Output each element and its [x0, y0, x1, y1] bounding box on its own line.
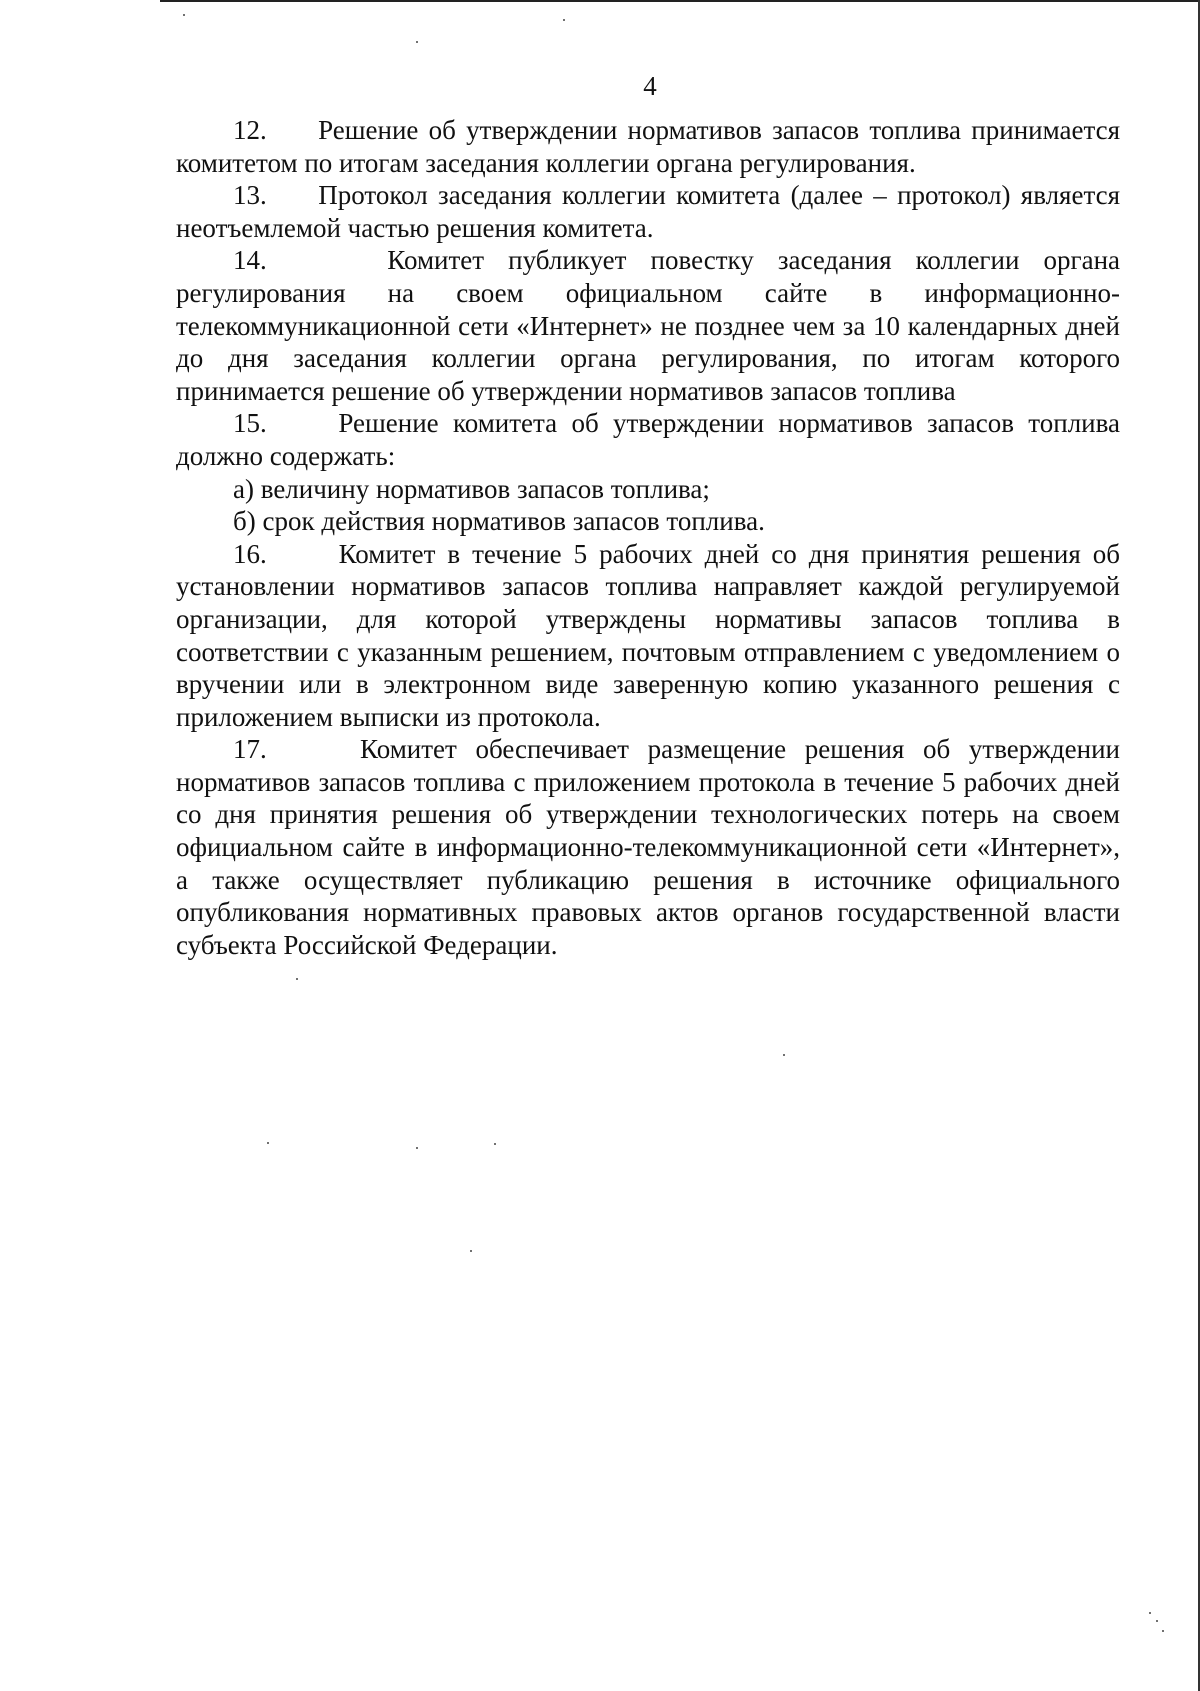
scan-speck: [416, 1147, 418, 1149]
scan-speck: [563, 19, 565, 21]
paragraph-17: 17. Комитет обеспечивает размещение решения об утверждении нормативов запасов топлива с приложением протокола в течение 5 рабочих дней со дня принятия решения об утверждении технологических потерь на своем официальном сайте в информационно-телекоммуникационной сети «Интернет», а также осуществляет публикацию решения в источнике официального опубликования нормативных правовых актов органов государственной власти субъекта Российской Федерации.: [176, 734, 1120, 960]
scan-edge-top: [160, 0, 1200, 2]
scan-speck: [267, 1142, 269, 1144]
paragraph-15: 15. Решение комитета об утверждении нормативов запасов топлива должно содержать:: [176, 408, 1120, 471]
document-body: [176, 114, 1120, 961]
paragraph-13: 13. Протокол заседания коллегии комитета (далее – протокол) является неотъемлемой частью решения комитета.: [176, 180, 1120, 243]
scan-speck: [1162, 1630, 1164, 1632]
scan-speck: [1149, 1612, 1151, 1614]
scan-speck: [1156, 1620, 1158, 1622]
scan-speck: [470, 1250, 472, 1252]
scan-speck: [416, 41, 418, 43]
scan-speck: [783, 1054, 785, 1056]
page-number: 4: [643, 71, 657, 101]
paragraph-14: 14. Комитет публикует повестку заседания коллегии органа регулирования на своем официальном сайте в информационно-телекоммуникационной сети «Интернет» не позднее чем за 10 календарных дней до дня заседания коллегии органа регулирования, по итогам которого принимается решение об утверждении нормативов запасов топлива: [176, 245, 1120, 406]
scan-speck: [296, 978, 298, 980]
paragraph-16: 16. Комитет в течение 5 рабочих дней со дня принятия решения об установлении нормативов запасов топлива направляет каждой регулируемой организации, для которой утверждены нормативы запасов топлива в соответствии с указанным решением, почтовым отправлением с уведомлением о вручении или в электронном виде заверенную копию указанного решения с приложением выписки из протокола.: [176, 538, 1120, 732]
list-item-b: б) срок действия нормативов запасов топлива.: [233, 506, 765, 537]
list-item-a: а) величину нормативов запасов топлива;: [233, 473, 710, 504]
scan-speck: [183, 14, 185, 16]
scan-speck: [494, 1143, 496, 1145]
paragraph-12: 12. Решение об утверждении нормативов запасов топлива принимается комитетом по итогам заседания коллегии органа регулирования.: [176, 115, 1120, 178]
